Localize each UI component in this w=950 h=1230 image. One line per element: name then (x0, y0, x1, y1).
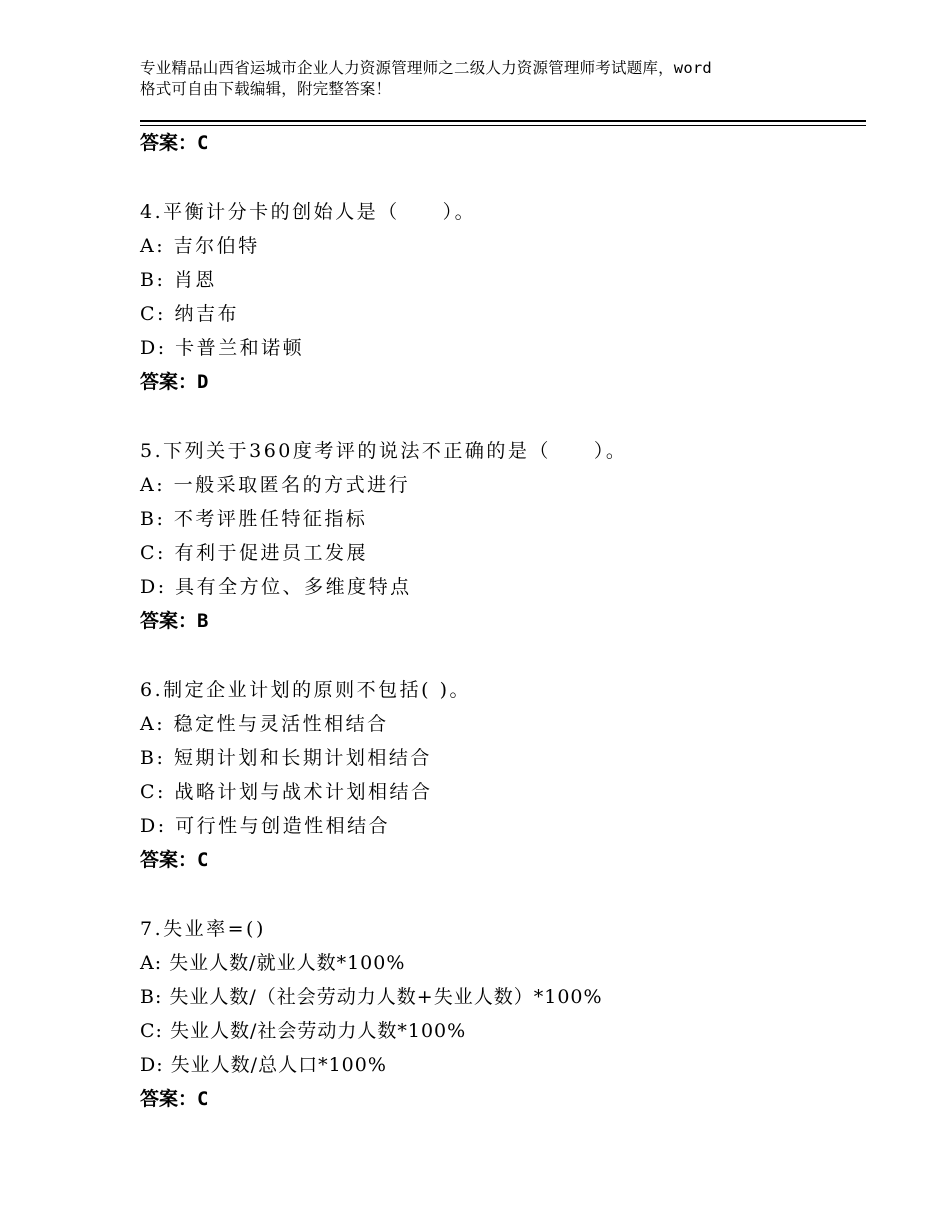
option-b: B: 失业人数/（社会劳动力人数+失业人数）*100% (140, 986, 603, 1008)
question-stem: 4.平衡计分卡的创始人是（ ）。 (140, 201, 477, 223)
previous-answer: 答案：C (140, 132, 209, 154)
header-rule-thick (140, 120, 866, 122)
option-c: C: 战略计划与战术计划相结合 (140, 781, 433, 803)
option-c: C: 有利于促进员工发展 (140, 542, 368, 564)
option-c: C: 失业人数/社会劳动力人数*100% (140, 1020, 467, 1042)
answer: 答案：C (140, 849, 209, 871)
header-line-2: 格式可自由下载编辑，附完整答案！ (140, 80, 392, 98)
option-b: B: 不考评胜任特征指标 (140, 508, 368, 530)
answer: 答案：B (140, 610, 209, 632)
option-a: A: 吉尔伯特 (140, 235, 260, 257)
question-stem: 7.失业率=() (140, 918, 266, 940)
question-stem: 5.下列关于360度考评的说法不正确的是（ ）。 (140, 440, 628, 462)
question-stem: 6.制定企业计划的原则不包括( )。 (140, 679, 471, 701)
header-line-1: 专业精品山西省运城市企业人力资源管理师之二级人力资源管理师考试题库，word (140, 59, 712, 77)
option-d: D: 卡普兰和诺顿 (140, 337, 305, 359)
header-rule-thin (140, 125, 866, 126)
document-header (140, 58, 840, 100)
option-d: D: 具有全方位、多维度特点 (140, 576, 412, 598)
option-d: D: 失业人数/总人口*100% (140, 1054, 387, 1076)
answer: 答案：D (140, 371, 209, 393)
option-a: A: 一般采取匿名的方式进行 (140, 474, 411, 496)
option-a: A: 失业人数/就业人数*100% (140, 952, 406, 974)
option-b: B: 肖恩 (140, 269, 217, 291)
option-a: A: 稳定性与灵活性相结合 (140, 713, 389, 735)
answer: 答案：C (140, 1088, 209, 1110)
option-c: C: 纳吉布 (140, 303, 239, 325)
option-b: B: 短期计划和长期计划相结合 (140, 747, 432, 769)
option-d: D: 可行性与创造性相结合 (140, 815, 391, 837)
